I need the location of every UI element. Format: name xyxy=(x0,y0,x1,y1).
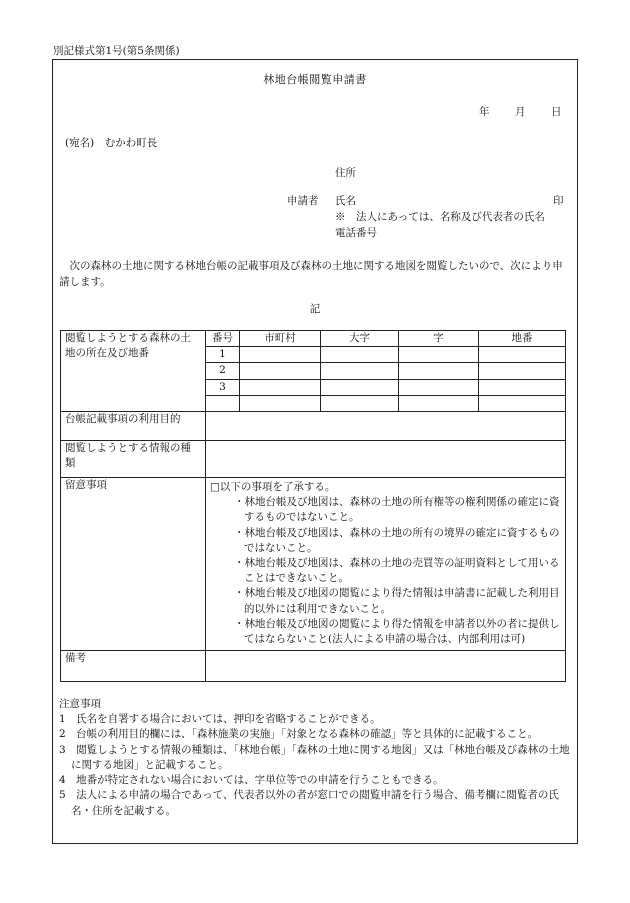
table-row xyxy=(61,477,566,650)
ki-heading: 記 xyxy=(309,303,321,315)
aza-cell[interactable] xyxy=(399,363,479,379)
lot-number-cell[interactable] xyxy=(479,379,566,395)
notes-item: ・林地台帳及び地図は、森林の土地の所有の境界の確定に資するものではないこと。 xyxy=(234,526,560,554)
table-row xyxy=(61,651,566,682)
municipality-cell[interactable] xyxy=(240,379,321,395)
aza-cell[interactable] xyxy=(399,395,479,411)
info-type-label: 閲覧しようとする情報の種類 xyxy=(61,440,206,477)
table-row xyxy=(61,331,566,347)
lot-number-cell[interactable] xyxy=(479,363,566,379)
oaza-cell[interactable] xyxy=(321,363,399,379)
table-row xyxy=(61,411,566,440)
purpose-label: 台帳記載事項の利用目的 xyxy=(61,411,206,440)
municipality-cell[interactable] xyxy=(240,395,321,411)
caution-item: 1 氏名を自署する場合においては、押印を省略することができる。 xyxy=(59,713,381,726)
notes-item: ・林地台帳及び地図は、森林の土地の所有権等の権利関係の確定に資するものではないこと。 xyxy=(234,496,560,524)
row-number-blank xyxy=(206,395,240,411)
notes-label: 留意事項 xyxy=(61,477,206,650)
date-year[interactable]: 年 xyxy=(479,106,490,118)
caution-item: 4 地番が特定されない場合においては、字単位等での申請を行うこともできる。 xyxy=(59,774,444,787)
oaza-cell[interactable] xyxy=(321,395,399,411)
location-label: 閲覧しようとする森林の土地の所在及び地番 xyxy=(61,331,206,412)
oaza-cell[interactable] xyxy=(321,347,399,363)
application-form xyxy=(52,59,578,844)
notes-item: ・林地台帳及び地図の閲覧により得た情報を申請者以外の者に提供してはならないこと(法人による申請の場合は、内部利用は可) xyxy=(234,617,560,646)
caution-title: 注意事項 xyxy=(59,698,101,710)
header-lot-number: 地番 xyxy=(479,331,566,347)
date-day[interactable]: 日 xyxy=(551,106,562,118)
phone-label: 電話番号 xyxy=(335,227,377,239)
municipality-cell[interactable] xyxy=(240,347,321,363)
caution-item: 5 法人による申請の場合であって、代表者以外の者が窓口での閲覧申請を行う場合、備考欄に閲覧者の氏名・住所を記載する。 xyxy=(59,789,559,817)
name-label: 氏名 xyxy=(335,195,356,207)
caution-item: 2 台帳の利用目的欄には、「森林施業の実施」「対象となる森林の確認」等と具体的に記載すること。 xyxy=(59,728,539,741)
header-number: 番号 xyxy=(206,331,240,347)
caution-section xyxy=(59,697,575,819)
row-number: 2 xyxy=(206,363,240,379)
notes-item: ・林地台帳及び地図の閲覧により得た情報は申請書に記載した利用目的以外には利用できないこと。 xyxy=(234,587,560,615)
row-number: 3 xyxy=(206,379,240,395)
purpose-field[interactable] xyxy=(206,411,566,440)
date-month[interactable]: 月 xyxy=(515,106,526,118)
addressee: (宛名) むかわ町長 xyxy=(65,137,158,149)
municipality-cell[interactable] xyxy=(240,363,321,379)
table-row xyxy=(61,440,566,477)
form-title: 林地台帳閲覧申請書 xyxy=(263,73,367,86)
seal-mark: 印 xyxy=(553,195,564,207)
acknowledge-checkbox[interactable]: □以下の事項を了承する。 xyxy=(210,480,336,493)
remarks-label: 備考 xyxy=(61,651,206,682)
corporate-note: ※ 法人にあっては、名称及び代表者の氏名 xyxy=(335,211,545,223)
row-number: 1 xyxy=(206,347,240,363)
header-aza: 字 xyxy=(399,331,479,347)
caution-item: 3 閲覧しようとする情報の種類は、「林地台帳」「森林の土地に関する地図」又は「林地台帳及び森林の土地に関する地図」と記載すること。 xyxy=(59,743,570,771)
notes-item: ・林地台帳及び地図は、森林の土地の売買等の証明資料として用いることはできないこと。 xyxy=(234,556,560,585)
address-label: 住所 xyxy=(335,167,356,179)
lot-number-cell[interactable] xyxy=(479,395,566,411)
oaza-cell[interactable] xyxy=(321,379,399,395)
notes-content xyxy=(206,477,566,650)
remarks-field[interactable] xyxy=(206,651,566,682)
applicant-label: 申請者 xyxy=(287,195,319,207)
aza-cell[interactable] xyxy=(399,347,479,363)
header-oaza: 大字 xyxy=(321,331,399,347)
lot-number-cell[interactable] xyxy=(479,347,566,363)
aza-cell[interactable] xyxy=(399,379,479,395)
info-type-field[interactable] xyxy=(206,440,566,477)
header-municipality: 市町村 xyxy=(240,331,321,347)
form-number: 別記様式第1号(第5条関係) xyxy=(53,45,180,57)
intro-text: 次の森林の土地に関する林地台帳の記載事項及び森林の土地に関する地図を閲覧したいので、次により申請します。 xyxy=(59,260,563,288)
application-table xyxy=(60,330,566,682)
